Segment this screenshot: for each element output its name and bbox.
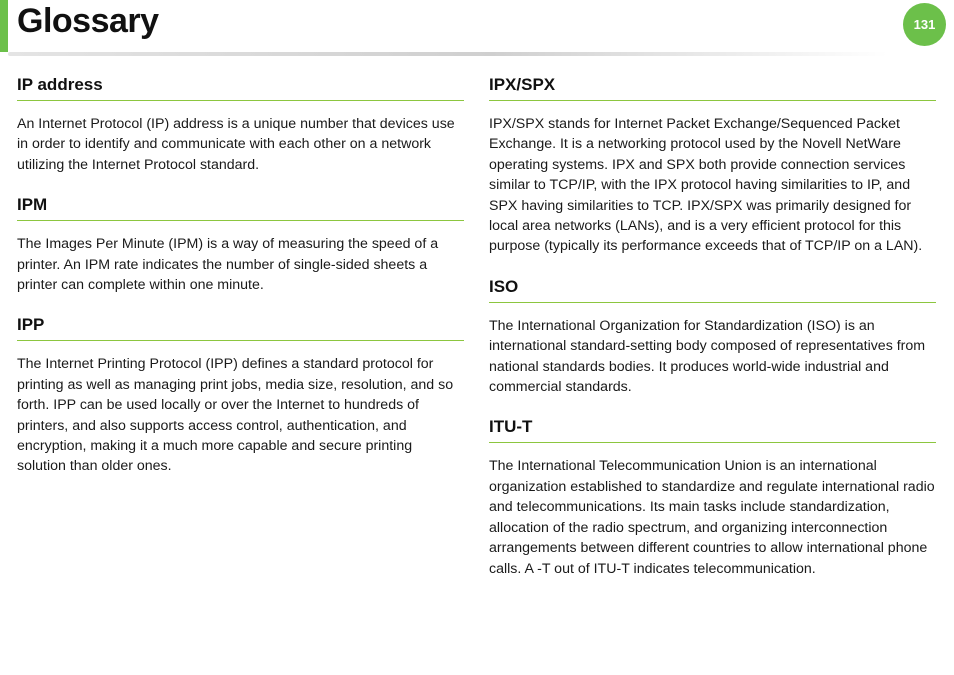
right-column bbox=[489, 74, 936, 598]
glossary-entry-iso bbox=[489, 276, 936, 398]
term-definition: An Internet Protocol (IP) address is a unique number that devices use in order to identify and communicate with each other on a network utilizing the Internet Protocol standard. bbox=[17, 116, 455, 173]
glossary-entry-itu-t bbox=[489, 416, 936, 578]
term-heading: IP address bbox=[17, 74, 464, 101]
left-column bbox=[17, 74, 464, 496]
accent-bar bbox=[0, 0, 8, 52]
term-definition: The Images Per Minute (IPM) is a way of measuring the speed of a printer. An IPM rate indicates the number of single-sided sheets a printer can complete within one minute. bbox=[17, 236, 439, 294]
term-heading: IPM bbox=[17, 194, 464, 221]
term-heading: ITU-T bbox=[489, 416, 936, 443]
page-number-badge: 131 bbox=[903, 3, 946, 46]
term-heading: ISO bbox=[489, 276, 936, 303]
term-definition: IPX/SPX stands for Internet Packet Exchange/Sequenced Packet Exchange. It is a networking protocol used by the Novell NetWare operating systems. IPX and SPX both provide connection services similar to TCP/IP, with the IPX protocol having similarities to IP, and SPX having similarities to TCP. IPX/SPX was primarily designed for local area networks (LANs), and is a very efficient protocol for this purpose (typically its performance exceeds that of TCP/IP on a LAN). bbox=[489, 116, 923, 255]
glossary-entry-ipx-spx bbox=[489, 74, 936, 257]
glossary-entry-ipp bbox=[17, 314, 464, 476]
term-definition: The International Telecommunication Union is an international organization established to standardize and regulate international radio and telecommunications. Its main tasks include standardization, allocation of the radio spectrum, and organizing interconnection arrangements between different countries to allow international phone calls. A -T out of ITU-T indicates telecommunication. bbox=[489, 458, 935, 577]
glossary-entry-ip-address bbox=[17, 74, 464, 175]
term-heading: IPP bbox=[17, 314, 464, 341]
term-heading: IPX/SPX bbox=[489, 74, 936, 101]
page-header bbox=[0, 0, 954, 58]
term-definition: The Internet Printing Protocol (IPP) defines a standard protocol for printing as well as managing print jobs, media size, resolution, and so forth. IPP can be used locally or over the Internet to hundreds of printers, and also supports access control, authentication, and encryption, making it a much more capable and secure printing solution than older ones. bbox=[17, 356, 454, 475]
page-title: Glossary bbox=[17, 2, 159, 40]
term-definition: The International Organization for Standardization (ISO) is an international standard-setting body composed of representatives from national standards bodies. It produces world-wide industrial and commercial standards. bbox=[489, 317, 926, 396]
glossary-entry-ipm bbox=[17, 194, 464, 295]
header-divider bbox=[8, 52, 888, 56]
